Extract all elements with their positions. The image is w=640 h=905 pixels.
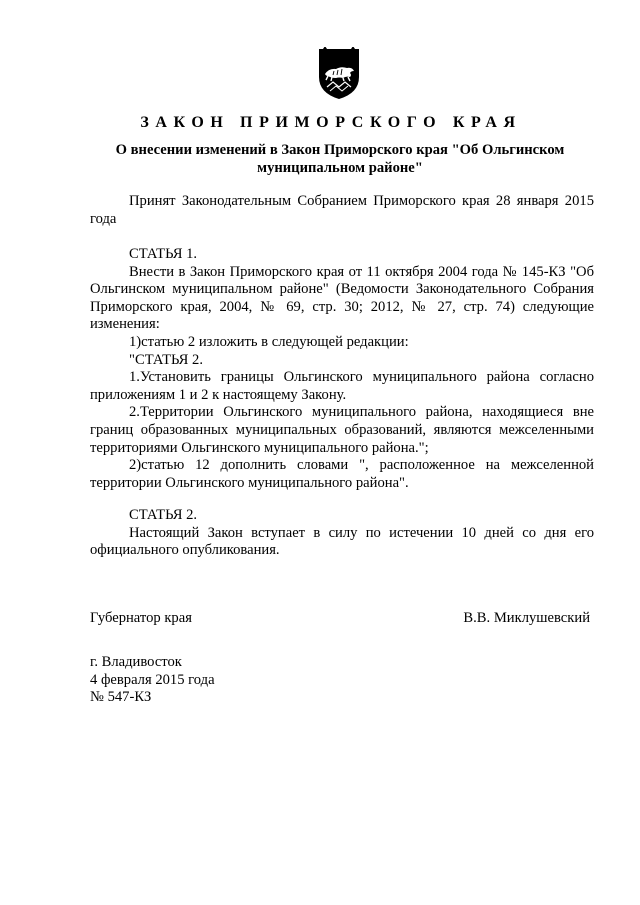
signature-name: В.В. Миклушевский bbox=[463, 610, 590, 626]
law-title: ЗАКОН ПРИМОРСКОГО КРАЯ bbox=[140, 114, 522, 131]
place-date-block bbox=[90, 654, 215, 707]
article-1-intro: Внести в Закон Приморского края от 11 октября 2004 года № 145-КЗ "Об Ольгинском муниципальном районе" (Ведомости Законодательного Собрания Приморского края, 2004, № 69, стр. 30; 2012, № 27, стр. 74) следующие изменения: bbox=[90, 263, 594, 333]
article-1 bbox=[90, 246, 594, 492]
quoted-article-heading: "СТАТЬЯ 2. bbox=[129, 351, 203, 368]
article-2-heading: СТАТЬЯ 2. bbox=[129, 507, 198, 523]
article-1-heading: СТАТЬЯ 1. bbox=[129, 246, 198, 262]
place-city: г. Владивосток bbox=[90, 654, 182, 670]
signature-position: Губернатор края bbox=[90, 610, 192, 626]
article-1-item-2: 2)статью 12 дополнить словами ", расположенное на межселенной территории Ольгинского муниципального района". bbox=[90, 457, 594, 491]
law-number: № 547-КЗ bbox=[90, 689, 152, 706]
quoted-point-2: 2.Территории Ольгинского муниципального района, находящиеся вне границ образованных муниципальных образований, являются межселенными территориями Ольгинского муниципального района."; bbox=[90, 404, 594, 456]
adoption-text: Принят Законодательным Собранием Приморского края 28 января 2015 года bbox=[90, 193, 594, 227]
subtitle-line-1: О внесении изменений в Закон Приморского края "Об Ольгинском bbox=[115, 142, 565, 158]
law-date: 4 февраля 2015 года bbox=[90, 671, 215, 688]
article-1-item-1: 1)статью 2 изложить в следующей редакции: bbox=[129, 333, 409, 350]
law-subtitle bbox=[100, 142, 580, 177]
primorsky-coat-of-arms-icon bbox=[317, 47, 361, 101]
quoted-point-1: 1.Установить границы Ольгинского муниципального района согласно приложениям 1 и 2 к настоящему Закону. bbox=[90, 369, 594, 403]
subtitle-line-2: муниципальном районе" bbox=[257, 159, 423, 176]
article-2-text: Настоящий Закон вступает в силу по истечении 10 дней со дня его официального опубликования. bbox=[90, 524, 594, 559]
adoption-note bbox=[90, 193, 594, 228]
article-2 bbox=[90, 507, 594, 560]
